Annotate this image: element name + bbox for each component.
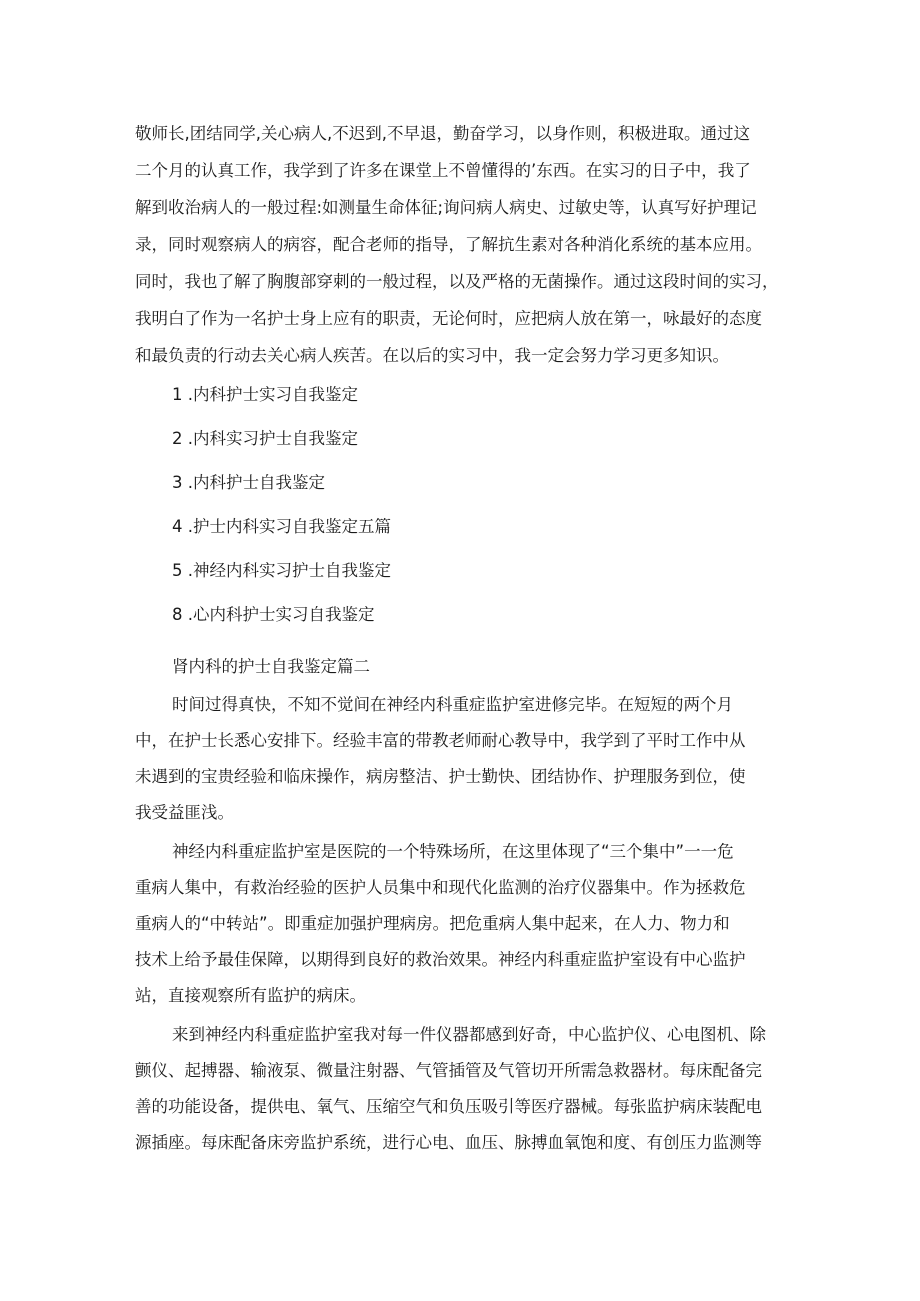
paragraph-1-line-7: 和最负责的行动去关心病人疾苦。在以后的实习中，我一定会努力学习更多知识。 — [135, 346, 729, 365]
paragraph-2-line-2: 中，在护士长悉心安排下。经验丰富的带教老师耐心教导中，我学到了平时工作中从 — [135, 731, 746, 750]
related-list-item-2: 2 .内科实习护士自我鉴定 — [172, 429, 358, 448]
paragraph-1-line-5: 同时，我也了解了胸腹部穿刺的一般过程，以及严格的无菌操作。通过这段时间的实习， — [135, 272, 779, 291]
paragraph-4-line-3: 善的功能设备，提供电、氧气、压缩空气和负压吸引等医疗器械。每张监护病床装配电 — [135, 1097, 762, 1116]
paragraph-3-line-4: 技术上给予最佳保障，以期得到良好的救治效果。神经内科重症监护室设有中心监护 — [135, 950, 746, 969]
paragraph-3-line-2: 重病人集中，有救治经验的医护人员集中和现代化监测的治疗仪器集中。作为拯救危 — [135, 878, 746, 897]
paragraph-2-line-1: 时间过得真快，不知不觉间在神经内科重症监护室进修完毕。在短短的两个月 — [172, 695, 733, 714]
paragraph-1-line-2: 二个月的认真工作，我学到了许多在课堂上不曾懂得的’东西。在实习的日子中，我了 — [135, 161, 751, 180]
paragraph-1-line-3: 解到收治病人的一般过程:如测量生命体征;询问病人病史、过敏史等，认真写好护理记 — [135, 198, 757, 217]
paragraph-1-line-1: 敬师长,团结同学,关心病人,不迟到,不早退，勤奋学习，以身作则，积极进取。通过这 — [135, 124, 750, 143]
paragraph-3-line-1: 神经内科重症监护室是医院的一个特殊场所，在这里体现了“三个集中”一一危 — [172, 842, 734, 861]
paragraph-1-line-6: 我明白了作为一名护士身上应有的职责，无论何时，应把病人放在第一，咏最好的态度 — [135, 309, 762, 328]
related-list-item-5: 5 .神经内科实习护士自我鉴定 — [172, 561, 391, 580]
paragraph-1-line-4: 录，同时观察病人的病容，配合老师的指导，了解抗生素对各种消化系统的基本应用。 — [135, 235, 762, 254]
paragraph-4-line-4: 源插座。每床配备床旁监护系统，进行心电、血压、脉搏血氧饱和度、有创压力监测等 — [135, 1133, 762, 1152]
related-list-item-3: 3 .内科护士自我鉴定 — [172, 473, 325, 492]
paragraph-2-line-4: 我受益匪浅。 — [135, 803, 234, 822]
related-list-item-4: 4 .护士内科实习自我鉴定五篇 — [172, 517, 391, 536]
paragraph-4-line-2: 颤仪、起搏器、输液泵、微量注射器、气管插管及气管切开所需急救器材。每床配备完 — [135, 1061, 762, 1080]
related-list-item-6: 8 .心内科护士实习自我鉴定 — [172, 605, 375, 624]
paragraph-2-line-3: 未遇到的宝贵经验和临床操作，病房整洁、护士勤快、团结协作、护理服务到位，使 — [135, 767, 746, 786]
section-heading: 肾内科的护士自我鉴定篇二 — [172, 657, 370, 676]
paragraph-3-line-5: 站，直接观察所有监护的病床。 — [135, 986, 366, 1005]
paragraph-3-line-3: 重病人的“中转站”。即重症加强护理病房。把危重病人集中起来，在人力、物力和 — [135, 914, 730, 933]
related-list-item-1: 1 .内科护士实习自我鉴定 — [172, 385, 358, 404]
paragraph-4-line-1: 来到神经内科重症监护室我对每一件仪器都感到好奇，中心监护仪、心电图机、除 — [172, 1025, 766, 1044]
